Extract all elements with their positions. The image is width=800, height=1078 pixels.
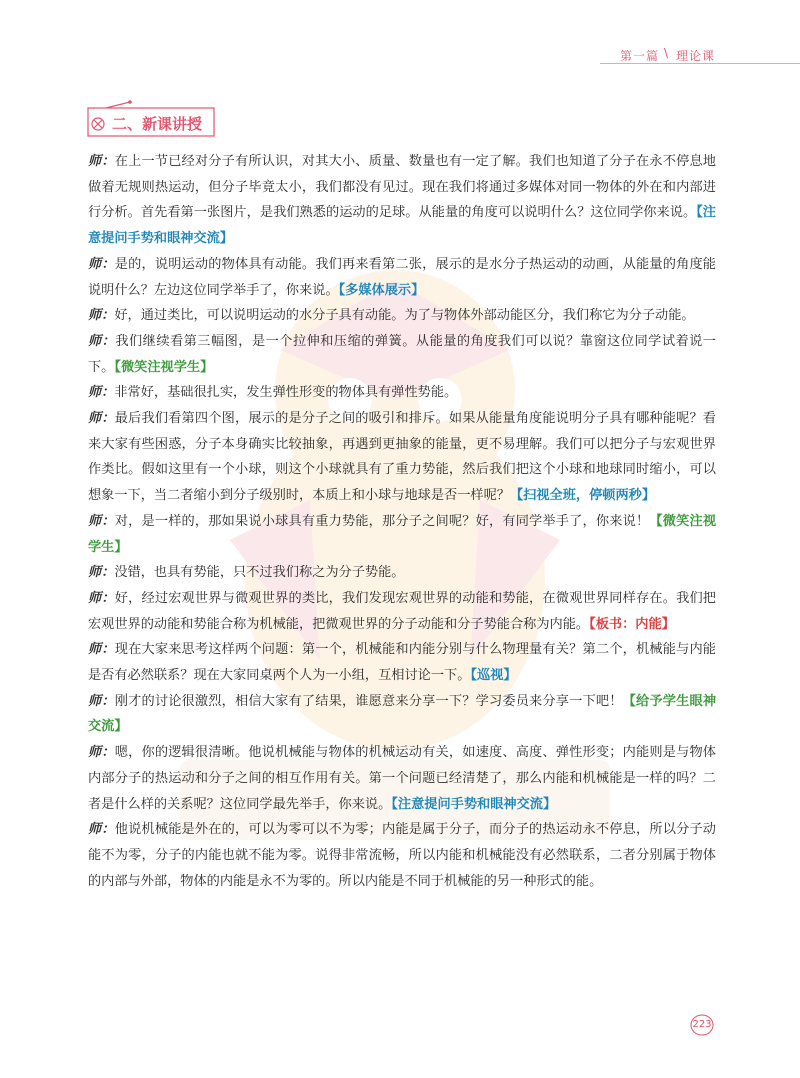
teaching-note: 【多媒体展示】 xyxy=(338,282,425,298)
speaker-label: 师： xyxy=(88,590,115,606)
speaker-label: 师： xyxy=(88,154,115,169)
paragraph-text: 嗯，你的逻辑很清晰。他说机械能与物体的机械运动有关，如速度、高度、弹性形变；内能则是与物体内部分子的热运动和分子之间的相互作用有关。第一个问题已经清楚了，那么内能和机械能是一样的吗？二者是什么样的关系呢？这位同学最先举手，你来说。 xyxy=(88,745,716,812)
speaker-label: 师： xyxy=(88,308,115,324)
paragraph-text: 我们继续看第三幅图，是一个拉伸和压缩的弹簧。从能量的角度我们可以说？靠窗这位同学试着说一下。 xyxy=(88,333,716,375)
speaker-label: 师： xyxy=(88,822,115,838)
paragraph xyxy=(88,149,716,252)
paragraph-text: 刚才的讨论很激烈，相信大家有了结果，谁愿意来分享一下？学习委员来分享一下吧！ xyxy=(114,693,623,709)
header-part: 第一篇 xyxy=(620,49,660,63)
speaker-label: 师： xyxy=(88,385,115,401)
board-note: 【板书：内能】 xyxy=(589,616,675,632)
teaching-note: 【扫视全班，停顿两秒】 xyxy=(510,488,656,504)
speaker-label: 师： xyxy=(88,745,115,761)
paragraph-text: 他说机械能是外在的，可以为零可以不为零；内能是属于分子，而分子的热运动永不停息，所以分子动能不为零，分子的内能也就不能为零。说得非常流畅，所以内能和机械能没有必然联系，二者分别属于物体的内部与外部，物体的内能是永不为零的。所以内能是不同于机械能的另一种形式的能。 xyxy=(88,822,716,889)
teaching-note: 【注意提问手势和眼神交流】 xyxy=(391,796,557,812)
teaching-note: 【微笑注视学生】 xyxy=(88,513,717,555)
paragraph xyxy=(88,689,716,740)
speaker-label: 师： xyxy=(88,333,116,349)
paragraph xyxy=(88,586,716,637)
teaching-note: 【注意提问手势和眼神交流】 xyxy=(88,205,716,247)
paragraph xyxy=(88,252,716,303)
paragraph xyxy=(88,560,716,586)
page-header xyxy=(600,44,800,64)
speaker-label: 师： xyxy=(88,411,115,427)
paragraph xyxy=(88,380,716,406)
paragraph-text: 非常好，基础很扎实，发生弹性形变的物体具有弹性势能。 xyxy=(114,385,458,401)
paragraph xyxy=(88,303,716,329)
paragraph-text: 对，是一样的，那如果说小球具有重力势能，那分子之间呢？好，有同学举手了，你来说！ xyxy=(114,513,650,529)
paragraph-text: 好，经过宏观世界与微观世界的类比，我们发现宏观世界的动能和势能，在微观世界同样存在。我们把宏观世界的动能和势能合称为机械能，把微观世界的分子动能和分子势能合称为内能。 xyxy=(88,590,716,632)
speaker-label: 师： xyxy=(88,693,115,709)
teaching-note: 【巡视】 xyxy=(470,668,517,684)
teaching-note: 【给予学生眼神交流】 xyxy=(88,693,717,735)
page-number: 223 xyxy=(692,1019,712,1030)
paragraph-text: 好，通过类比，可以说明运动的水分子具有动能。为了与物体外部动能区分，我们称它为分子动能。 xyxy=(114,308,695,324)
paragraph-text: 在上一节已经对分子有所认识，对其大小、质量、数量也有一定了解。我们也知道了分子在永不停息地做着无规则热运动，但分子毕竟太小，我们都没有见过。现在我们将通过多媒体对同一物体的外在和内部进行分析。首先看第一张图片，是我们熟悉的运动的足球。从能量的角度可以说明什么？这位同学你来说。 xyxy=(88,154,716,221)
header-separator-icon: \ xyxy=(664,46,670,60)
speaker-label: 师： xyxy=(88,256,115,272)
page-number-badge xyxy=(690,1013,714,1037)
paragraph-text: 是的，说明运动的物体具有动能。我们再来看第二张，展示的是水分子热运动的动画，从能量的角度能说明什么？左边这位同学举手了，你来说。 xyxy=(88,256,716,298)
speaker-label: 师： xyxy=(88,565,115,581)
header-course: 理论课 xyxy=(676,49,716,63)
paragraph xyxy=(88,509,716,560)
section-title-text: 二、新课讲授 xyxy=(112,115,203,133)
speaker-label: 师： xyxy=(88,513,115,529)
paragraph-text: 现在大家来思考这样两个问题：第一个，机械能和内能分别与什么物理量有关？第二个，机械能与内能是否有必然联系？现在大家同桌两个人为一小组，互相讨论一下。 xyxy=(88,642,716,684)
paragraph-text: 没错，也具有势能，只不过我们称之为分子势能。 xyxy=(114,565,405,581)
paragraph-text: 最后我们看第四个图，展示的是分子之间的吸引和排斥。如果从能量角度能说明分子具有哪种能呢？看来大家有些困惑，分子本身确实比较抽象，再遇到更抽象的能量，更不易理解。我们可以把分子与宏观世界作类比。假如这里有一个小球，则这个小球就具有了重力势能，然后我们把这个小球和地球同时缩小，可以想象一下，当二者缩小到分子级别时，本质上和小球与地球是否一样呢？ xyxy=(88,411,716,504)
paragraph xyxy=(88,406,716,509)
paragraph xyxy=(88,740,716,817)
speaker-label: 师： xyxy=(88,642,115,658)
paragraph xyxy=(88,817,716,894)
paragraph xyxy=(88,329,716,380)
lesson-content xyxy=(88,149,716,894)
header-rule xyxy=(600,63,800,64)
paragraph xyxy=(88,637,716,688)
teaching-note: 【微笑注视学生】 xyxy=(114,359,214,375)
